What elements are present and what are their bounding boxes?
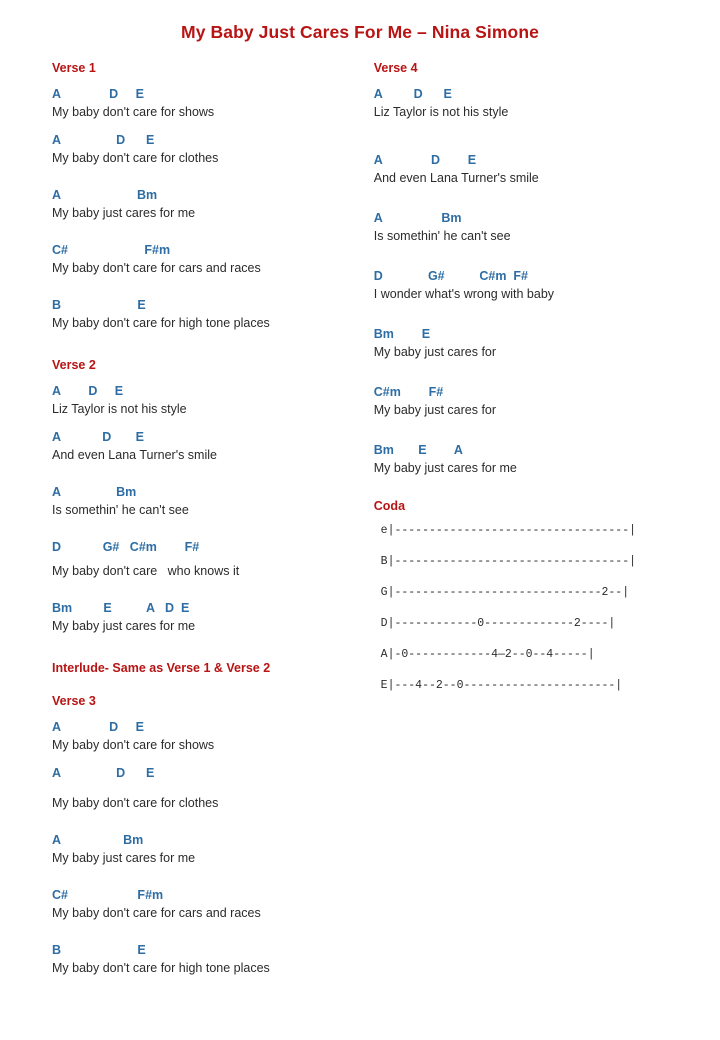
- tab-string-E: E|---4--2--0----------------------|: [373, 679, 623, 692]
- lyric-line: My baby just cares for: [373, 403, 497, 417]
- lyric-line: My baby just cares for: [373, 345, 497, 359]
- spacer: [374, 487, 710, 499]
- chord-line: A D E: [52, 87, 144, 101]
- chord-lyric-pair: [52, 131, 341, 168]
- chord-lyric-pair: [52, 186, 341, 223]
- chord-lyric-pair: [52, 382, 341, 419]
- lyric-line: My baby don't care for shows: [52, 738, 215, 752]
- spacer: [52, 685, 341, 694]
- chord-line: A D E: [52, 766, 155, 780]
- spacer: [374, 197, 710, 209]
- spacer: [374, 371, 710, 383]
- chord-lyric-pair: [374, 267, 710, 304]
- spacer: [52, 342, 341, 358]
- lyric-line: And even Lana Turner's smile: [52, 448, 217, 462]
- tab-string-B: B|----------------------------------|: [373, 555, 637, 568]
- chord-lyric-pair: [52, 764, 341, 813]
- chord-line: A D E: [52, 384, 124, 398]
- page-title: My Baby Just Cares For Me – Nina Simone: [181, 22, 539, 42]
- lyric-line: My baby just cares for me: [373, 461, 517, 475]
- lyric-line: My baby don't care for cars and races: [52, 906, 261, 920]
- chord-line: A D E: [52, 133, 155, 147]
- section-heading-coda: Coda: [373, 499, 406, 513]
- spacer: [52, 932, 341, 941]
- lyric-line: My baby don't care for cars and races: [52, 261, 261, 275]
- section-heading-verse-2: Verse 2: [52, 358, 96, 372]
- chord-lyric-pair: [52, 718, 341, 755]
- chord-line: C#m F#: [373, 385, 444, 399]
- lyric-line: My baby just cares for me: [52, 619, 196, 633]
- left-column: [10, 61, 341, 987]
- chord-lyric-pair: [52, 296, 341, 333]
- spacer: [374, 313, 710, 325]
- chord-lyric-pair: [374, 441, 710, 478]
- lyric-line: My baby just cares for me: [52, 851, 196, 865]
- tab-string-G: G|------------------------------2--|: [373, 586, 630, 599]
- chord-lyric-pair: [52, 831, 341, 868]
- spacer: [52, 590, 341, 599]
- lyric-line: Liz Taylor is not his style: [52, 402, 187, 416]
- chord-line: C# F#m: [52, 243, 171, 257]
- section-heading-verse-3: Verse 3: [52, 694, 96, 708]
- spacer: [374, 429, 710, 441]
- lyric-line: My baby just cares for me: [52, 206, 196, 220]
- lyric-line: Is somethin' he can't see: [373, 229, 511, 243]
- lyric-line: I wonder what's wrong with baby: [373, 287, 555, 301]
- lyric-line: My baby don't care who knows it: [52, 564, 240, 578]
- spacer: [374, 131, 710, 151]
- lyric-line: Is somethin' he can't see: [52, 503, 189, 517]
- lyric-line: My baby don't care for high tone places: [52, 961, 270, 975]
- chord-line: Bm E A D E: [52, 601, 190, 615]
- chord-line: A Bm: [52, 188, 158, 202]
- right-column: [341, 61, 710, 701]
- spacer: [52, 474, 341, 483]
- lyric-line: My baby don't care for high tone places: [52, 316, 270, 330]
- chord-lyric-pair: [52, 941, 341, 978]
- chord-line: B E: [52, 943, 146, 957]
- chord-line: A D E: [373, 153, 477, 167]
- chord-line: C# F#m: [52, 888, 164, 902]
- section-heading-verse-4: Verse 4: [373, 61, 418, 75]
- spacer: [52, 529, 341, 538]
- chord-line: D G# C#m F#: [373, 269, 528, 283]
- spacer: [52, 877, 341, 886]
- spacer: [52, 287, 341, 296]
- chord-line: Bm E A: [373, 443, 463, 457]
- spacer: [52, 645, 341, 661]
- chord-lyric-pair: [52, 886, 341, 923]
- chord-lyric-pair: [52, 428, 341, 465]
- chord-lyric-pair: [52, 85, 341, 122]
- chord-line: A Bm: [52, 485, 137, 499]
- lyric-line: Liz Taylor is not his style: [373, 105, 509, 119]
- lyric-line: And even Lana Turner's smile: [373, 171, 539, 185]
- chord-lyric-pair: [52, 538, 341, 581]
- spacer: [374, 255, 710, 267]
- chord-lyric-pair: [374, 151, 710, 188]
- tab-string-D: D|------------0-------------2----|: [373, 617, 616, 630]
- chord-line: A D E: [52, 430, 144, 444]
- spacer: [52, 177, 341, 186]
- two-column-layout: [10, 61, 710, 987]
- spacer: [52, 232, 341, 241]
- chord-lyric-pair: [52, 599, 341, 636]
- guitar-tablature: [374, 515, 710, 701]
- chord-line: Bm E: [373, 327, 431, 341]
- chord-lyric-pair: [374, 85, 710, 122]
- section-heading-verse-1: Verse 1: [52, 61, 96, 75]
- chord-line: A D E: [373, 87, 452, 101]
- chord-lyric-pair: [374, 383, 710, 420]
- chord-lyric-pair: [374, 325, 710, 362]
- tab-string-A: A|-0------------4—2--0--4-----|: [373, 648, 595, 661]
- chord-line: A Bm: [373, 211, 462, 225]
- spacer: [52, 782, 341, 794]
- section-heading-interlude: Interlude- Same as Verse 1 & Verse 2: [52, 661, 271, 675]
- spacer: [52, 822, 341, 831]
- chord-lyric-pair: [52, 483, 341, 520]
- lyric-line: My baby don't care for clothes: [52, 796, 219, 810]
- chord-line: A Bm: [52, 833, 144, 847]
- chord-lyric-pair: [374, 209, 710, 246]
- chord-lyric-pair: [52, 241, 341, 278]
- tab-string-e: e|----------------------------------|: [373, 524, 637, 537]
- lyric-line: My baby don't care for clothes: [52, 151, 219, 165]
- chord-line: A D E: [52, 720, 144, 734]
- lyric-line: My baby don't care for shows: [52, 105, 215, 119]
- chord-line: D G# C#m F#: [52, 540, 200, 554]
- chord-line: B E: [52, 298, 146, 312]
